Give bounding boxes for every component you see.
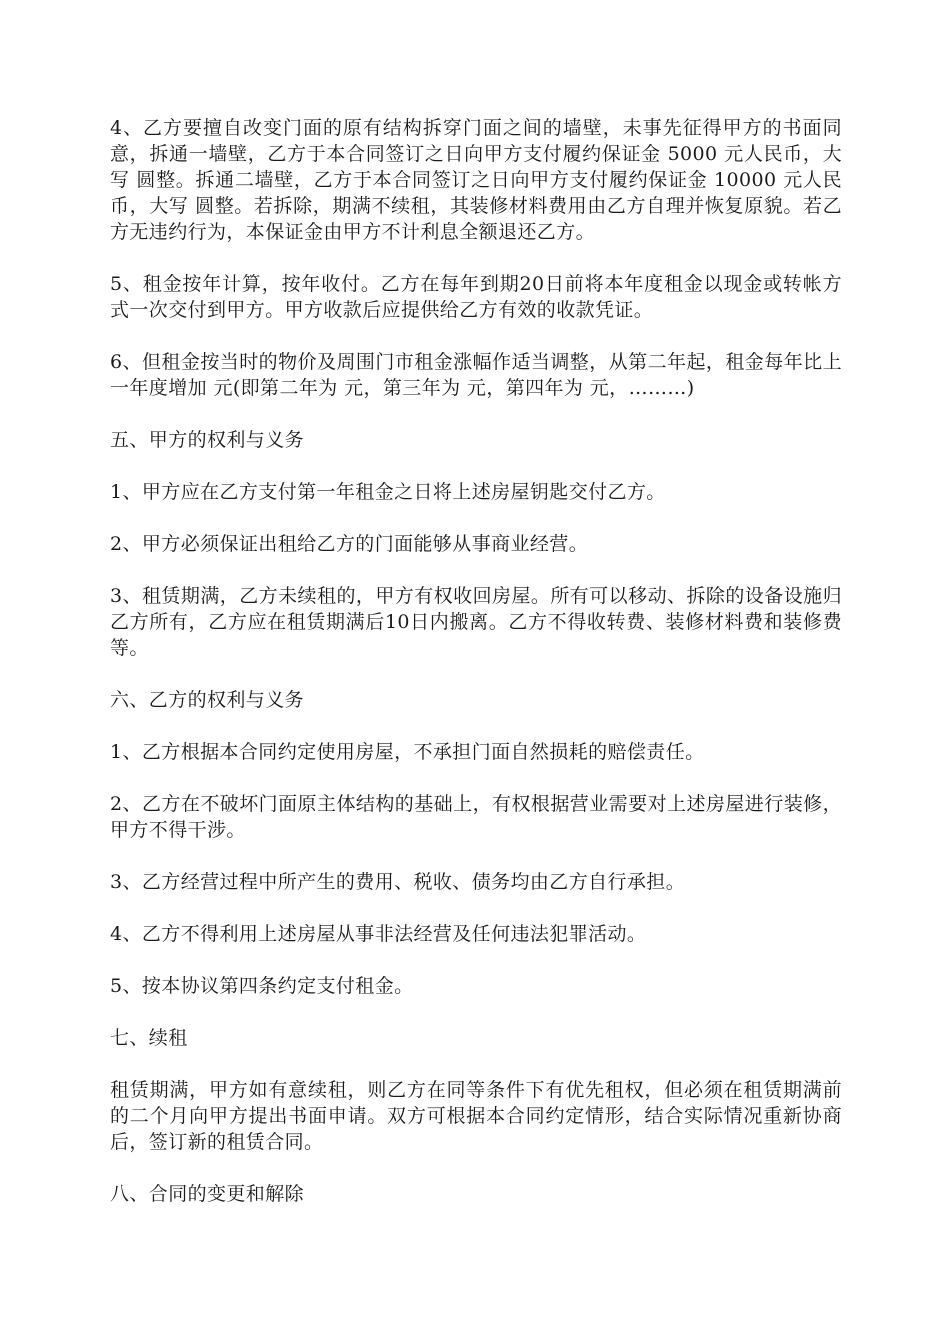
party-a-clause-1: 1、甲方应在乙方支付第一年租金之日将上述房屋钥匙交付乙方。 <box>110 481 666 503</box>
party-a-clause-3: 3、租赁期满，乙方未续租的，甲方有权收回房屋。所有可以移动、拆除的设备设施归乙方所有，乙方应在租赁期满后10日内搬离。乙方不得收转费、装修材料费和装修费等。 <box>110 585 842 659</box>
party-b-clause-3: 3、乙方经营过程中所产生的费用、税收、债务均由乙方自行承担。 <box>110 871 686 893</box>
clause-6-rent-adjustment: 6、但租金按当时的物价及周围门市租金涨幅作适当调整，从第二年起，租金每年比上一年度增加 元(即第二年为 元，第三年为 元，第四年为 元，………) <box>110 351 842 399</box>
clause-4-deposit: 4、乙方要擅自改变门面的原有结构拆穿门面之间的墙壁，未事先征得甲方的书面同意，拆通一墙壁，乙方于本合同签订之日向甲方支付履约保证金 5000 元人民币，大写 圆整。拆通二墙壁，乙方于本合同签订之日向甲方支付履约保证金 10000 元人民币，大写 圆整。若拆除，期满不续租，其装修材料费用由乙方自理并恢复原貌。若乙方无违约行为，本保证金由甲方不计利息全额退还乙方。 <box>110 117 842 243</box>
party-b-clause-5: 5、按本协议第四条约定支付租金。 <box>110 975 414 997</box>
party-b-clause-4: 4、乙方不得利用上述房屋从事非法经营及任何违法犯罪活动。 <box>110 923 647 945</box>
section-heading-party-b: 六、乙方的权利与义务 <box>110 689 305 711</box>
clause-5-rent-payment: 5、租金按年计算，按年收付。乙方在每年到期20日前将本年度租金以现金或转帐方式一次交付到甲方。甲方收款后应提供给乙方有效的收款凭证。 <box>110 273 842 321</box>
renewal-clause: 租赁期满，甲方如有意续租，则乙方在同等条件下有优先租权，但必须在租赁期满前的二个月向甲方提出书面申请。双方可根据本合同约定情形，结合实际情况重新协商后，签订新的租赁合同。 <box>110 1079 842 1153</box>
section-heading-renewal: 七、续租 <box>110 1027 188 1049</box>
document-body <box>110 115 842 1233</box>
party-b-clause-2: 2、乙方在不破坏门面原主体结构的基础上，有权根据营业需要对上述房屋进行装修，甲方不得干涉。 <box>110 793 842 841</box>
section-heading-party-a: 五、甲方的权利与义务 <box>110 429 305 451</box>
party-b-clause-1: 1、乙方根据本合同约定使用房屋，不承担门面自然损耗的赔偿责任。 <box>110 741 705 763</box>
section-heading-amendment: 八、合同的变更和解除 <box>110 1183 305 1205</box>
party-a-clause-2: 2、甲方必须保证出租给乙方的门面能够从事商业经营。 <box>110 533 589 555</box>
